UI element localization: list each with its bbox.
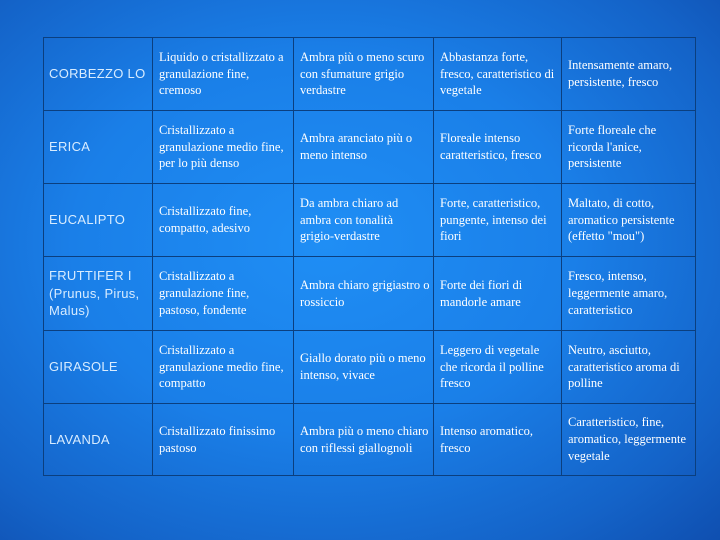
aroma-cell: Leggero di vegetale che ricorda il polline fresco [434,331,562,404]
consistency-cell: Cristallizzato finissimo pastoso [153,404,294,476]
aroma-cell: Intenso aromatico, fresco [434,404,562,476]
honey-name-cell: FRUTTIFER I (Prunus, Pirus, Malus) [44,257,153,331]
color-cell: Ambra chiaro grigiastro o rossiccio [294,257,434,331]
color-cell: Ambra più o meno scuro con sfumature grigio verdastre [294,38,434,111]
table-row [44,331,696,404]
honey-name-cell: GIRASOLE [44,331,153,404]
consistency-cell: Cristallizzato a granulazione medio fine, compatto [153,331,294,404]
table-row [44,257,696,331]
honey-name-cell: CORBEZZO LO [44,38,153,111]
taste-cell: Maltato, di cotto, aromatico persistente (effetto "mou") [562,184,696,257]
table-row [44,38,696,111]
honey-name-cell: LAVANDA [44,404,153,476]
honey-characteristics-table [43,37,696,476]
consistency-cell: Liquido o cristallizzato a granulazione fine, cremoso [153,38,294,111]
taste-cell: Fresco, intenso, leggermente amaro, caratteristico [562,257,696,331]
honey-name-cell: EUCALIPTO [44,184,153,257]
color-cell: Giallo dorato più o meno intenso, vivace [294,331,434,404]
table-row [44,404,696,476]
table-row [44,111,696,184]
aroma-cell: Floreale intenso caratteristico, fresco [434,111,562,184]
consistency-cell: Cristallizzato a granulazione fine, pastoso, fondente [153,257,294,331]
aroma-cell: Forte, caratteristico, pungente, intenso dei fiori [434,184,562,257]
table-row [44,184,696,257]
color-cell: Da ambra chiaro ad ambra con tonalità grigio-verdastre [294,184,434,257]
aroma-cell: Abbastanza forte, fresco, caratteristico di vegetale [434,38,562,111]
taste-cell: Caratteristico, fine, aromatico, leggermente vegetale [562,404,696,476]
color-cell: Ambra aranciato più o meno intenso [294,111,434,184]
consistency-cell: Cristallizzato fine, compatto, adesivo [153,184,294,257]
taste-cell: Forte floreale che ricorda l'anice, persistente [562,111,696,184]
consistency-cell: Cristallizzato a granulazione medio fine, per lo più denso [153,111,294,184]
aroma-cell: Forte dei fiori di mandorle amare [434,257,562,331]
color-cell: Ambra più o meno chiaro con riflessi giallognoli [294,404,434,476]
taste-cell: Neutro, asciutto, caratteristico aroma di polline [562,331,696,404]
taste-cell: Intensamente amaro, persistente, fresco [562,38,696,111]
honey-name-cell: ERICA [44,111,153,184]
